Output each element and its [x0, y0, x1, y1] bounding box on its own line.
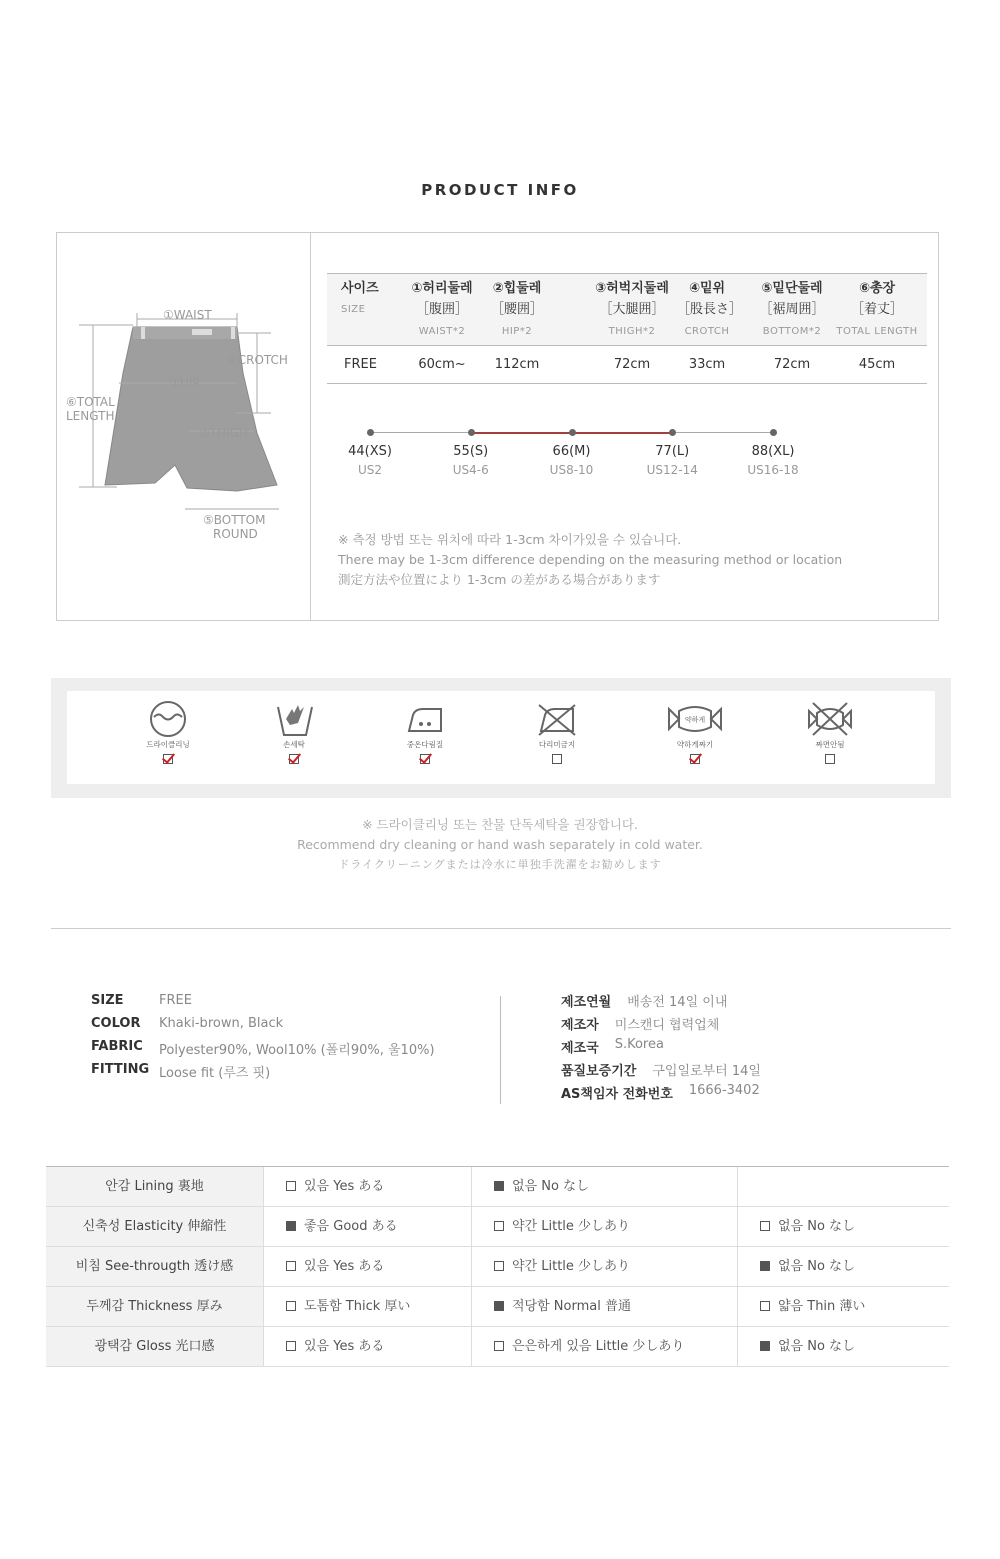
- garment-illustration: [57, 233, 310, 620]
- col-en: HIP*2: [501, 326, 533, 337]
- fabric-property-label: 두께감 Thickness 厚み: [46, 1287, 263, 1326]
- maker-value: 미스캔디 협력업체: [614, 1018, 720, 1033]
- col-ja: ［腰囲］: [490, 302, 543, 317]
- wash-checkbox[interactable]: [690, 754, 700, 764]
- fabric-option: [471, 1327, 737, 1366]
- spec-key: SIZE: [91, 993, 124, 1008]
- scale-us-label: US12-14: [646, 463, 698, 477]
- fabric-checkbox[interactable]: [286, 1301, 296, 1311]
- wash-label: 약하게짜기: [676, 740, 714, 749]
- fabric-option-label: 없음 No なし: [512, 1179, 590, 1194]
- spec-row: [91, 1062, 435, 1085]
- col-en: CROTCH: [684, 326, 730, 337]
- maker-value: S.Korea: [614, 1037, 664, 1052]
- fabric-empty-cell: [737, 1167, 949, 1206]
- fabric-checkbox[interactable]: [286, 1181, 296, 1191]
- fabric-option-label: 은은하게 있음 Little 少しあり: [512, 1339, 685, 1354]
- fabric-option: [263, 1167, 471, 1206]
- scale-us-label: US16-18: [747, 463, 799, 477]
- wash-note-en: Recommend dry cleaning or hand wash separately in cold water.: [297, 837, 703, 852]
- fabric-option: [737, 1207, 949, 1246]
- maker-value: 구입일로부터 14일: [652, 1064, 761, 1079]
- wash-item: [123, 699, 213, 764]
- gentle-wring-icon: [650, 699, 740, 739]
- measure-note-ko: ※ 측정 방법 또는 위치에 따라 1-3cm 차이가있을 수 있습니다.: [338, 532, 682, 547]
- wash-item: [785, 699, 875, 764]
- maker-key: 제조자: [561, 1018, 599, 1033]
- fabric-option-label: 있음 Yes ある: [304, 1339, 385, 1354]
- scale-us-label: US8-10: [549, 463, 594, 477]
- wash-care-inner: [67, 691, 935, 784]
- size-cell: 45cm: [858, 357, 896, 372]
- vertical-divider: [310, 233, 311, 620]
- fabric-option-label: 있음 Yes ある: [304, 1179, 385, 1194]
- fabric-row: [46, 1207, 949, 1247]
- fabric-option: [737, 1327, 949, 1366]
- col-en: WAIST*2: [418, 326, 466, 337]
- scale-size-label: 66(M): [552, 444, 591, 459]
- spec-key: FABRIC: [91, 1039, 143, 1054]
- spec-row: [91, 1039, 435, 1062]
- col-ja: ［裾周囲］: [759, 302, 825, 317]
- fabric-checkbox[interactable]: [286, 1221, 296, 1231]
- section-divider: [51, 928, 951, 929]
- fabric-row: [46, 1287, 949, 1327]
- fabric-checkbox[interactable]: [760, 1261, 770, 1271]
- fabric-option-label: 있음 Yes ある: [304, 1259, 385, 1274]
- no-wring-icon: [785, 699, 875, 739]
- size-col-header: [827, 278, 927, 343]
- maker-value: 1666-3402: [688, 1083, 760, 1098]
- maker-key: 제조연월: [561, 995, 612, 1010]
- fabric-property-label: 신축성 Elasticity 伸縮性: [46, 1207, 263, 1246]
- wash-label: 짜면안됨: [815, 740, 845, 749]
- scale-size-label: 77(L): [655, 444, 690, 459]
- wash-note-ja: ドライクリーニングまたは冷水に単独手洗濯をお勧めします: [338, 858, 662, 871]
- maker-row: [561, 1037, 761, 1060]
- spec-value: FREE: [159, 993, 192, 1008]
- size-cell: 60cm~: [418, 357, 466, 372]
- bottom-label-2: ROUND: [213, 527, 258, 541]
- fabric-option-label: 얇음 Thin 薄い: [778, 1299, 866, 1314]
- maker-key: 제조국: [561, 1041, 599, 1056]
- wash-note-ko: ※ 드라이클리닝 또는 찬물 단독세탁을 권장합니다.: [362, 817, 638, 832]
- size-col-header: [577, 278, 687, 343]
- maker-key: 품질보증기간: [561, 1064, 637, 1079]
- scale-dot: [669, 429, 676, 436]
- wash-checkbox[interactable]: [289, 754, 299, 764]
- fabric-checkbox[interactable]: [286, 1341, 296, 1351]
- fabric-checkbox[interactable]: [494, 1221, 504, 1231]
- fabric-checkbox[interactable]: [494, 1301, 504, 1311]
- fabric-row: [46, 1327, 949, 1367]
- col-en: THIGH*2: [608, 326, 656, 337]
- fabric-row: [46, 1247, 949, 1287]
- size-table-row: [327, 346, 927, 384]
- spec-row: [91, 993, 435, 1016]
- col-ko: ⑤밑단둘레: [761, 281, 823, 296]
- fabric-option-label: 좋음 Good ある: [304, 1219, 398, 1234]
- fabric-checkbox[interactable]: [760, 1341, 770, 1351]
- fabric-checkbox[interactable]: [760, 1301, 770, 1311]
- wash-checkbox[interactable]: [552, 754, 562, 764]
- wash-label: 드라이클리닝: [146, 740, 190, 749]
- scale-us-label: US2: [357, 463, 383, 477]
- thigh-label: ③THIGH: [199, 426, 248, 440]
- fabric-option: [263, 1327, 471, 1366]
- maker-row: [561, 1060, 761, 1083]
- size-table-header: [327, 273, 927, 346]
- wash-item: [249, 699, 339, 764]
- wash-checkbox[interactable]: [420, 754, 430, 764]
- col-en: TOTAL LENGTH: [836, 326, 918, 337]
- fabric-checkbox[interactable]: [760, 1221, 770, 1231]
- maker-key: AS책임자 전화번호: [561, 1087, 673, 1102]
- fabric-option: [471, 1167, 737, 1206]
- col-ja: ［大腿囲］: [599, 302, 665, 317]
- spec-value: Khaki-brown, Black: [159, 1016, 284, 1031]
- fabric-option-label: 도톰함 Thick 厚い: [304, 1299, 411, 1314]
- col-ja: ［腹囲］: [415, 302, 468, 317]
- spec-value: Loose fit (루즈 핏): [159, 1066, 271, 1081]
- size-col-header: [747, 278, 837, 343]
- waist-label: ①WAIST: [163, 308, 212, 322]
- size-cell: 33cm: [688, 357, 726, 372]
- scale-dot: [367, 429, 374, 436]
- fabric-option: [471, 1247, 737, 1286]
- col-ko: ②힙둘레: [492, 281, 542, 296]
- col-ko: ③허벅지둘레: [595, 281, 669, 296]
- size-col-header: [677, 278, 743, 343]
- col-ko: ①허리둘레: [411, 281, 473, 296]
- fabric-property-table: [46, 1166, 949, 1367]
- section-title: PRODUCT INFO: [421, 181, 579, 199]
- size-cell: 72cm: [773, 357, 811, 372]
- wash-label: 손세탁: [283, 740, 305, 749]
- wash-checkbox[interactable]: [825, 754, 835, 764]
- fabric-checkbox[interactable]: [494, 1181, 504, 1191]
- fabric-option-label: 없음 No なし: [778, 1219, 856, 1234]
- scale-dot: [569, 429, 576, 436]
- maker-value: 배송전 14일 이내: [627, 995, 728, 1010]
- fabric-option: [737, 1247, 949, 1286]
- size-col-header: [327, 278, 387, 321]
- iron-medium-icon: [380, 699, 470, 739]
- spec-value: Polyester90%, Wool10% (폴리90%, 울10%): [159, 1043, 435, 1058]
- scale-size-label: 88(XL): [751, 444, 795, 459]
- size-col-header: [397, 278, 487, 343]
- info-separator: [500, 996, 501, 1104]
- scale-us-label: US4-6: [452, 463, 489, 477]
- wash-item: [512, 699, 602, 764]
- scale-size-label: 44(XS): [348, 444, 392, 459]
- fabric-option: [737, 1287, 949, 1326]
- spec-key: COLOR: [91, 1016, 141, 1031]
- scale-size-label: 55(S): [453, 444, 489, 459]
- measure-notes: [338, 530, 842, 590]
- product-spec-right: [561, 991, 761, 1106]
- bottom-label-1: ⑤BOTTOM: [203, 513, 266, 527]
- measure-note-ja: 測定方法や位置により 1-3cm の差がある場合があります: [338, 572, 661, 587]
- fabric-option: [471, 1287, 737, 1326]
- fabric-option-label: 없음 No なし: [778, 1339, 856, 1354]
- product-spec-left: [91, 993, 435, 1085]
- col-ko: ⑥총장: [858, 281, 896, 296]
- col-en: BOTTOM*2: [762, 326, 822, 337]
- size-cell: FREE: [344, 357, 377, 372]
- fabric-row: [46, 1167, 949, 1207]
- dry-clean-icon: [123, 699, 213, 739]
- fabric-option: [263, 1247, 471, 1286]
- wash-notes: [0, 815, 1000, 875]
- scale-dot: [468, 429, 475, 436]
- total-length-label-1: ⑥TOTAL: [66, 395, 115, 409]
- fabric-option: [263, 1207, 471, 1246]
- maker-row: [561, 991, 761, 1014]
- wash-item: [380, 699, 470, 764]
- total-length-label-2: LENGTH: [66, 409, 115, 423]
- svg-text:약하게: 약하게: [684, 716, 706, 724]
- col-ko: 사이즈: [341, 281, 379, 296]
- size-cell: 112cm: [494, 357, 540, 372]
- crotch-label: ④CROTCH: [227, 353, 288, 367]
- fabric-checkbox[interactable]: [494, 1341, 504, 1351]
- no-iron-icon: [512, 699, 602, 739]
- spec-row: [91, 1016, 435, 1039]
- wash-label: 중온다림질: [406, 740, 444, 749]
- fabric-option: [263, 1287, 471, 1326]
- fabric-option-label: 약간 Little 少しあり: [512, 1259, 631, 1274]
- hand-wash-icon: [249, 699, 339, 739]
- maker-row: [561, 1014, 761, 1037]
- spec-key: FITTING: [91, 1062, 150, 1077]
- fabric-property-label: 비침 See-througth 透け感: [46, 1247, 263, 1286]
- fabric-property-label: 안감 Lining 裏地: [46, 1167, 263, 1206]
- col-en: SIZE: [341, 304, 366, 315]
- fabric-checkbox[interactable]: [494, 1261, 504, 1271]
- fabric-option-label: 적당함 Normal 普通: [512, 1299, 631, 1314]
- fabric-option-label: 약간 Little 少しあり: [512, 1219, 631, 1234]
- wash-checkbox[interactable]: [163, 754, 173, 764]
- hip-label: ②HIP: [169, 376, 200, 390]
- col-ko: ④밑위: [688, 281, 726, 296]
- fabric-property-label: 광택감 Gloss 光口感: [46, 1327, 263, 1366]
- fabric-checkbox[interactable]: [286, 1261, 296, 1271]
- fabric-option-label: 없음 No なし: [778, 1259, 856, 1274]
- wash-label: 다리미금지: [538, 740, 576, 749]
- measure-note-en: There may be 1-3cm difference depending on the measuring method or location: [338, 552, 843, 567]
- scale-dot: [770, 429, 777, 436]
- shorts-drawing: [57, 233, 310, 620]
- wash-item: [650, 699, 740, 764]
- col-ja: ［着丈］: [850, 302, 903, 317]
- size-table: [327, 273, 927, 384]
- size-cell: 72cm: [613, 357, 651, 372]
- col-ja: ［股長さ］: [677, 302, 743, 317]
- size-scale: [348, 432, 799, 492]
- maker-row: [561, 1083, 761, 1106]
- wash-care-box: [51, 678, 951, 798]
- fabric-option: [471, 1207, 737, 1246]
- size-col-header: [487, 278, 547, 343]
